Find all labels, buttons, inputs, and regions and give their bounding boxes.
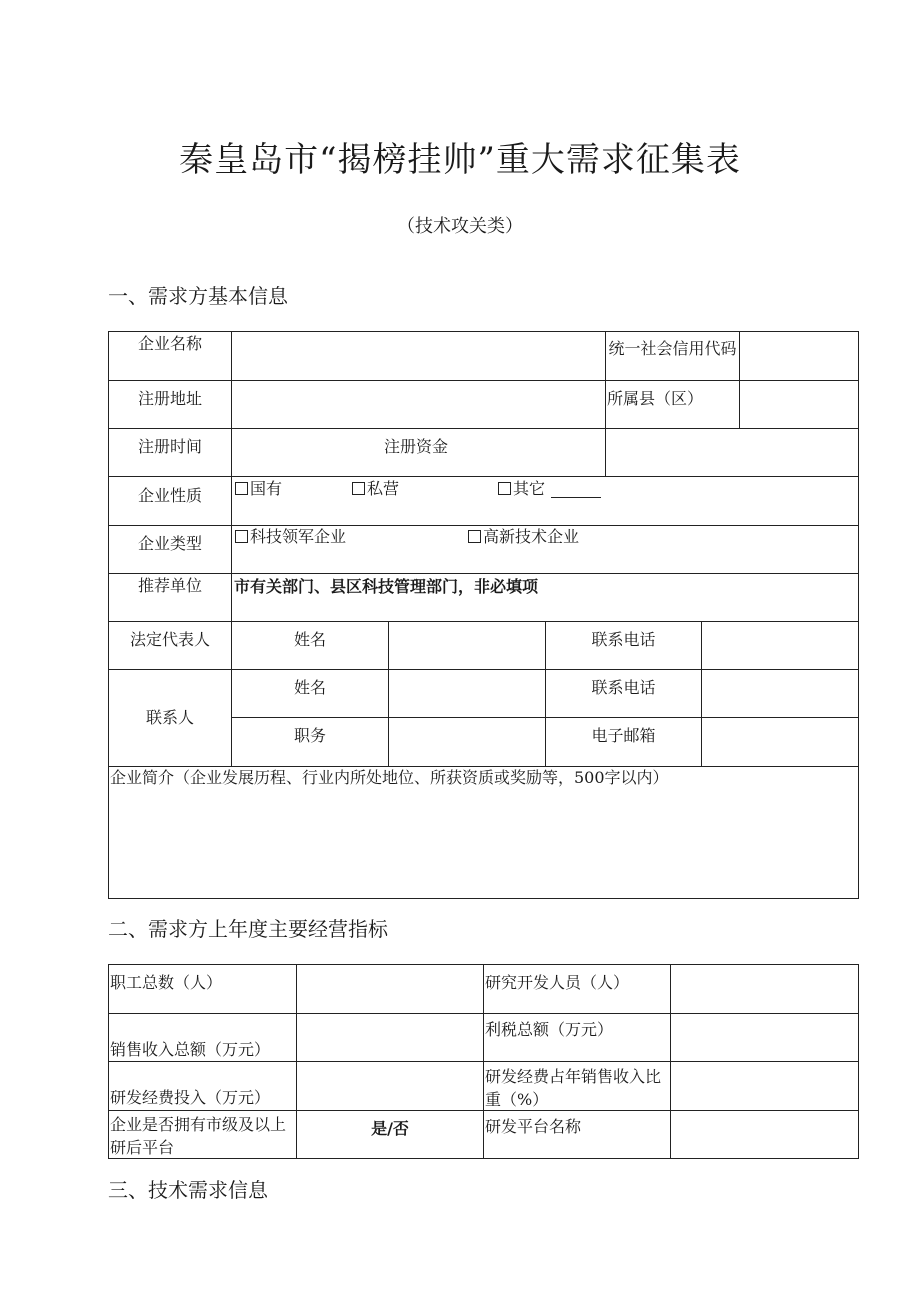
rd-investment-field[interactable] — [296, 1061, 484, 1111]
type-option-leader[interactable]: 科技领军企业 — [235, 527, 346, 547]
reg-time-label: 注册时间 — [137, 437, 202, 456]
county-field[interactable] — [739, 380, 859, 429]
tax-field[interactable] — [670, 1013, 859, 1062]
type-option-hitech[interactable]: 高新技术企业 — [468, 527, 579, 547]
contact-label: 联系人 — [145, 708, 194, 727]
recommender-hint: 市有关部门、县区科技管理部门，非必填项 — [234, 577, 539, 596]
nature-option-other[interactable]: 其它 — [498, 479, 601, 499]
contact-position-field[interactable] — [388, 717, 546, 767]
section-1-heading: 一、需求方基本信息 — [108, 284, 288, 308]
nature-option-state[interactable]: 国有 — [235, 479, 282, 499]
nature-label: 企业性质 — [137, 486, 202, 505]
contact-phone-field[interactable] — [701, 669, 859, 718]
checkbox-icon — [498, 482, 511, 495]
legal-rep-phone-field[interactable] — [701, 621, 859, 670]
legal-rep-label: 法定代表人 — [129, 630, 210, 649]
recommender-label: 推荐单位 — [137, 576, 202, 595]
checkbox-icon — [468, 530, 481, 543]
checkbox-icon — [352, 482, 365, 495]
sales-field[interactable] — [296, 1013, 484, 1062]
tax-label: 利税总额（万元） — [485, 1020, 614, 1039]
company-name-field[interactable] — [231, 331, 606, 381]
employees-label: 职工总数（人） — [110, 973, 223, 992]
contact-email-field[interactable] — [701, 717, 859, 767]
reg-address-label: 注册地址 — [137, 389, 202, 408]
legal-phone-label: 联系电话 — [591, 630, 656, 649]
page-subtitle: （技术攻关类） — [397, 216, 523, 237]
contact-name-field[interactable] — [388, 669, 546, 718]
reg-address-field[interactable] — [231, 380, 606, 429]
contact-name-label: 姓名 — [293, 678, 326, 697]
reg-capital-field[interactable] — [605, 428, 859, 477]
platform-name-label: 研发平台名称 — [485, 1117, 582, 1136]
rd-staff-label: 研究开发人员（人） — [485, 973, 630, 992]
platform-answer[interactable]: 是/否 — [371, 1119, 409, 1138]
legal-name-label: 姓名 — [293, 630, 326, 649]
section-2-heading: 二、需求方上年度主要经营指标 — [108, 917, 388, 941]
employees-field[interactable] — [296, 964, 484, 1014]
credit-code-field[interactable] — [739, 331, 859, 381]
reg-capital-label: 注册资金 — [384, 437, 449, 456]
platform-name-field[interactable] — [670, 1110, 859, 1159]
contact-phone-label: 联系电话 — [591, 678, 656, 697]
other-blank-line[interactable] — [551, 483, 601, 498]
credit-code-label: 统一社会信用代码 — [608, 339, 737, 358]
section-3-heading: 三、技术需求信息 — [108, 1178, 268, 1202]
company-intro-label: 企业简介（企业发展历程、行业内所处地位、所获资质或奖励等，500字以内） — [110, 768, 669, 787]
rd-ratio-label: 研发经费占年销售收入比重（%） — [485, 1067, 662, 1109]
email-label: 电子邮箱 — [591, 726, 656, 745]
rd-ratio-field[interactable] — [670, 1061, 859, 1111]
type-label: 企业类型 — [137, 534, 202, 553]
rd-staff-field[interactable] — [670, 964, 859, 1014]
company-name-label: 企业名称 — [137, 334, 202, 353]
legal-rep-name-field[interactable] — [388, 621, 546, 670]
checkbox-icon — [235, 530, 248, 543]
page-title: 秦皇岛市“揭榜挂帅”重大需求征集表 — [179, 140, 741, 180]
county-label: 所属县（区） — [607, 389, 704, 408]
checkbox-icon — [235, 482, 248, 495]
rd-investment-label: 研发经费投入（万元） — [110, 1088, 271, 1107]
sales-label: 销售收入总额（万元） — [110, 1040, 271, 1059]
position-label: 职务 — [293, 726, 326, 745]
nature-option-private[interactable]: 私营 — [352, 479, 399, 499]
platform-question-label: 企业是否拥有市级及以上研后平台 — [110, 1115, 287, 1157]
